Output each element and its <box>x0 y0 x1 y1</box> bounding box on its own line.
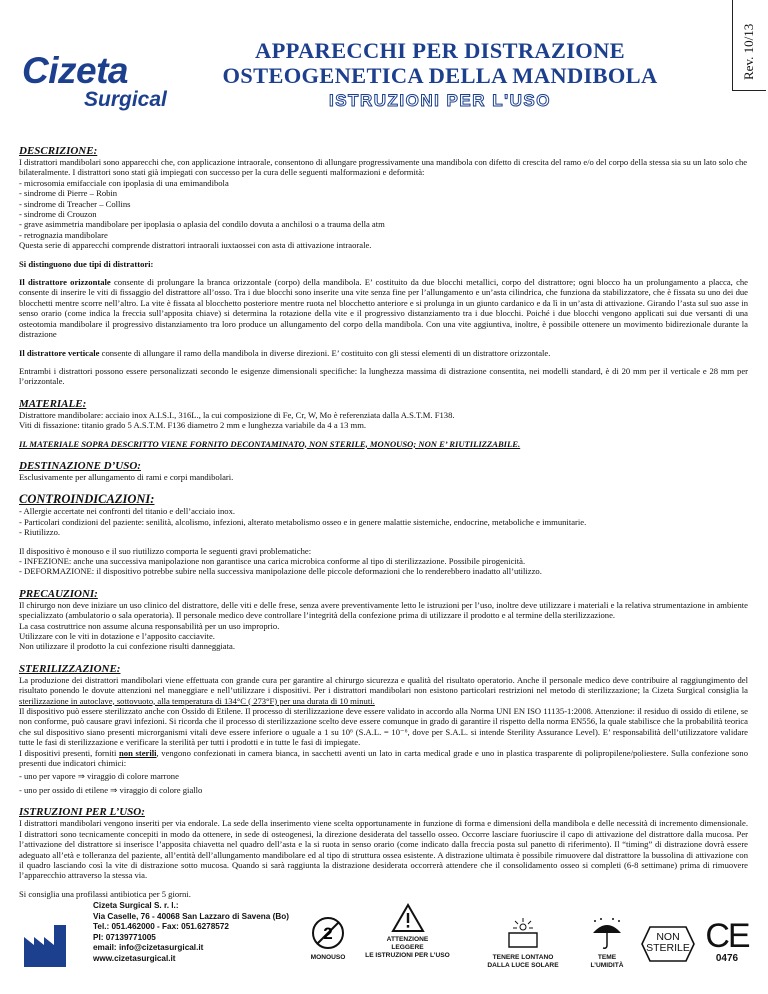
sterilizzazione-p3-bold: non sterili <box>119 747 157 758</box>
precauzioni-text: Il chirurgo non deve iniziare un uso clinico del distrattore, delle viti e delle frese, senza avere preventivamente letto le istruzioni per l’uso, inoltre deve utilizzare i materiali e la relativa strumentazione in ambiente specializzato (ambulatorio o sala operatoria). Il personale medico deve controllare l’integrità della confezione prima di utilizzare il prodotto e al termine della sterilizzazione. <box>19 599 748 621</box>
orizzontale-label: Il distrattore orizzontale <box>19 277 111 288</box>
indicator-ossido: - uno per ossido di etilene ⇒ viraggio di colore giallo <box>19 784 203 795</box>
sterilizzazione-p3-post: , vengono confezionati in camera bianca, in sacchetti aventi un lato in carta medical grade e uno in plastica trasparente di polipropilene/poliestere. Sulla confezione sono presenti due indicatori chimici: <box>19 747 748 769</box>
logo-sub-text: Surgical <box>84 88 167 111</box>
list-item: - Particolari condizioni del paziente: senilità, alcolismo, infezioni, alterato metabolismo osseo e in genere malattie sistemiche, endocrine, metaboliche e immunitarie. <box>19 516 587 527</box>
dimensions-paragraph: Entrambi i distrattori possono essere personalizzati secondo le esigenze dimensionali specifiche: la lunghezza massima di distrazione consentita, nei modelli standard, è di 20 mm per il verticale e 28 mm per l’orizzontale. <box>19 365 748 387</box>
title-line-2: OSTEOGENETICA DELLA MANDIBOLA <box>222 63 658 88</box>
company-info <box>93 901 289 964</box>
heading-sterilizzazione: STERILIZZAZIONE: <box>19 662 121 675</box>
list-item: - DEFORMAZIONE: il dispositivo potrebbe subire nella successiva manipolazione delle piccole deformazioni che lo renderebbero inadatto all’utilizzo. <box>19 566 542 577</box>
list-item: - sindrome di Crouzon <box>19 209 97 220</box>
caution-label: LE ISTRUZIONI PER L’USO <box>365 952 450 959</box>
heading-precauzioni: PRECAUZIONI: <box>19 587 98 600</box>
company-line: Cizeta Surgical S. r. l.: <box>93 901 179 910</box>
istruzioni-text: I distrattori mandibolari vengono inseriti per via endorale. La sede della inserimento viene scelta opportunamente in funzione di forma e dimensioni della mandibola e delle necessità di incremento dimensionale. I distrattori sono tecnicamente concepiti in modo da ottenere, in sede di osteogenesi, la direzione desiderata del tassello osseo. Occorre lasciare fuoriuscire il capo di attivazione del distrattore dalla mucosa. Per l’attivazione del distrattore si inserisce l’apposita chiavetta nel quadro dell’asta e la si ruota in senso orario (come indicato dalla freccia posta sul panetto di riferimento). Il “timing” di distrazione dovrà essere adeguato all’età e tolleranza del paziente, all’entità dell’allungamento mandibolare ed al tipo di struttura ossea esistente. A distrazione ultimata è possibile rimuovere dal distrattore la bussolina di attivazione con il quadro lasciando così la vite di distrazione sotto mucosa. Quando si sarà raggiunta la distrazione desiderata occorrerà attendere che il consolidamento osseo si completi (6-8 settimane) prima di rimuovere l’apparecchio attraverso la stessa via. <box>19 818 748 881</box>
company-line: PI: 07139771005 <box>93 932 156 942</box>
list-item: - sindrome di Treacher – Collins <box>19 198 131 209</box>
sunlight-label: DALLA LUCE SOLARE <box>487 962 559 969</box>
caution-label: LEGGERE <box>391 944 424 951</box>
keep-dry-symbol <box>576 917 638 970</box>
sun-icon <box>503 917 543 951</box>
revision-box <box>732 0 766 91</box>
single-use-label: MONOUSO <box>310 954 346 961</box>
logo-main-text: Cizeta <box>22 50 128 91</box>
sterilizzazione-p3 <box>19 748 748 769</box>
do-not-reuse-icon <box>310 915 346 951</box>
precauzioni-line: Non utilizzare il prodotto la cui confezione risulti danneggiata. <box>19 641 235 652</box>
materiale-line-1: Distrattore mandibolare: acciaio inox A.I.S.I., 316L., la cui composizione di Fe, Cr, W, Mo è referenziata dalla A.S.T.M. F138. <box>19 409 455 420</box>
humidity-label: L’UMIDITÀ <box>590 962 624 969</box>
list-item: - retrognazia mandibolare <box>19 229 108 240</box>
heading-destinazione: DESTINAZIONE D’USO: <box>19 459 141 472</box>
document-subtitle: ISTRUZIONI PER L'USO <box>329 91 551 110</box>
non-sterile-line: NON <box>656 931 680 943</box>
precauzioni-line: La casa costruttrice non assume alcuna responsabilità per un uso improprio. <box>19 620 280 631</box>
company-line: email: info@cizetasurgical.it <box>93 943 204 952</box>
umbrella-icon <box>589 917 625 951</box>
sterilizzazione-p2: Il dispositivo può essere sterilizzato anche con Ossido di Etilene. Il processo di sterilizzazione deve essere validato in accordo alla Norma UNI EN ISO 11135-1:2008. Attenzione: il residuo di ossido di etilene, se non conforme, può causare gravi infezioni. Si ricorda che il processo di sterilizzazione scelto deve essere comunque in grado di garantire il rispetto della norma EN556, la quale stabilisce che la probabilità teorica che sul dispositivo siano presenti microrganismi vitali deve essere inferiore o uguale a 1 su 10⁶ (S.A.L. = 10⁻⁶, dove per S.A.L. si intende Sterility Assurance Level). E’ responsabilità dell’utilizzatore validare tutte le fasi di sterilizzazione e verificare la sterilità per tutti i prodotti e in tutte le fasi di impiegate. <box>19 706 748 748</box>
sterilizzazione-p3-pre: I dispositivi presenti, forniti <box>19 747 120 758</box>
list-item: - Riutilizzo. <box>19 527 61 538</box>
non-sterile-line: STERILE <box>646 942 690 954</box>
materiale-line-2: Viti di fissazione: titanio grado 5 A.S.T.M. F136 diametro 2 mm e lunghezza variabile da 4 a 13 mm. <box>19 420 367 431</box>
descrizione-intro: I distrattori mandibolari sono apparecchi che, con applicazione intraorale, consentono di allungare progressivamente una mandibola con difetto di crescita del ramo e/o del corpo della stessa sia su un lato solo che bilateralmente. I distrattori sono stati già impiegati con successo per la cura delle seguenti malformazioni e deformità: <box>19 157 748 178</box>
title-line-1: APPARECCHI PER DISTRAZIONE <box>255 38 625 63</box>
indicator-vapore: - uno per vapore ⇒ viraggio di colore marrone <box>19 771 179 782</box>
document-title <box>180 38 700 88</box>
sterilizzazione-p1-text: La produzione dei distrattori mandibolari viene effettuata con grande cura per garantire al chirurgo sicurezza e qualità del risultato operatorio. Anche il personale medico deve contribuire al raggiungimento del risultato ponendo le dovute attenzioni nel maneggiare e nell’utilizzare i dispositivi. Per i distrattori mandibolari non esistono particolari restrizioni nel metodo di sterilizzazione; la Cizeta Surgical consiglia la <box>19 674 748 696</box>
company-line: Tel.: 051.462000 - Fax: 051.6278572 <box>93 922 229 931</box>
manufacturer-icon <box>22 923 78 969</box>
company-line: www.cizetasurgical.it <box>93 953 176 963</box>
orizzontale-paragraph <box>19 277 748 339</box>
verticale-paragraph <box>19 348 748 358</box>
heading-controindicazioni: CONTROINDICAZIONI: <box>19 492 155 507</box>
humidity-label: TEME <box>597 954 617 961</box>
ce-mark <box>703 919 751 964</box>
ce-logo: CE <box>705 917 749 955</box>
list-item: - sindrome di Pierre – Robin <box>19 188 118 199</box>
verticale-text: consente di allungare il ramo della mandibola in diverse direzioni. E’ costituito con gli stessi elementi di un distrattore orizzontale. <box>99 347 551 358</box>
types-title: Si distinguono due tipi di distrattori: <box>19 258 154 269</box>
verticale-label: Il distrattore verticale <box>19 347 100 358</box>
sunlight-label: TENERE LONTANO <box>492 954 554 961</box>
list-item: - grave asimmetria mandibolare per ipoplasia o aplasia del condilo dovuta a anchilosi o a trauma della atm <box>19 219 385 230</box>
heading-descrizione: DESCRIZIONE: <box>19 145 98 157</box>
caution-label: ATTENZIONE <box>386 936 429 943</box>
heading-materiale: MATERIALE: <box>19 397 87 410</box>
sterilizzazione-p1-underline: sterilizzazione in autoclave, sottovuoto, alla temperatura di 134°C ( 273°F) per una durata di 10 minuti. <box>19 695 375 706</box>
descrizione-outro: Questa serie di apparecchi comprende distrattori intraorali iuxtaossei con asta di attivazione intraorale. <box>19 240 372 251</box>
list-item: - microsomia emifacciale con ipoplasia di una emimandibola <box>19 177 229 188</box>
list-item: - Allergie accertate nei confronti del titanio e dell’acciaio inox. <box>19 506 236 517</box>
precauzioni-line: Utilizzare con le viti in dotazione e l’apposito cacciavite. <box>19 631 215 641</box>
notified-body-number: 0476 <box>715 953 739 964</box>
document-body <box>19 145 748 899</box>
list-item: - INFEZIONE: anche una successiva manipolazione non garantisce una carica microbica conforme al tipo di sterilizzazione. Possibile pirogenicità. <box>19 555 526 566</box>
single-use-symbol <box>298 915 358 962</box>
single-use-number: 2 <box>323 924 333 943</box>
caution-symbol <box>355 903 460 960</box>
footer <box>0 895 768 994</box>
company-line: Via Caselle, 76 - 40068 San Lazzaro di Savena (Bo) <box>93 911 289 921</box>
non-sterile-symbol <box>640 925 696 963</box>
prophylaxis-text: Si consiglia una profilassi antibiotica per 5 giorni. <box>19 888 191 899</box>
keep-away-from-sunlight-symbol <box>478 917 568 970</box>
reuse-intro: Il dispositivo è monouso e il suo riutilizzo comporta le seguenti gravi problematiche: <box>19 545 312 556</box>
sterilizzazione-p1 <box>19 675 748 706</box>
materiale-warning: IL MATERIALE SOPRA DESCRITTO VIENE FORNITO DECONTAMINATO, NON STERILE, MONOUSO; NON E’ RIUTILIZZABILE. <box>19 438 521 449</box>
company-logo <box>22 52 167 110</box>
non-sterile-text <box>640 932 696 954</box>
warning-triangle-icon <box>391 903 425 933</box>
orizzontale-text: consente di prolungare la branca orizzontale (corpo) della mandibola. E’ costituito da due blocchi metallici, corpo del distrattore; ogni blocco ha un prolungamento a placca, che consente di inserire le viti di fissaggio del distrattore all’osso. Tra i due blocchi sono inserite una vite senza fine per l’allungamento e un’asta cilindrica, che funziona da stabilizzatore, che è fissata su uno dei due blocchetti mentre scorre nell’altro. La vite è fissata al blocchetto posteriore mentre ruota nel blocchetto anteriore e si prolunga in un giunto cardanico e da lì in un’asta di attivazione. Girando l’asta sul suo asse in senso orario (come indica la freccia sull’apposita chiave) si determina la rotazione della vite e il progressivo distanziamento tra i due blocchi. Poiché i due blocchi vengono applicati sui due versanti di una osteotomia mandibolare il progressivo distanziamento tra loro produce un allungamento del corpo della mandibola. Con una vite aggiuntiva, inoltre, è possibile ottenere un movimento bidirezionale durante la distrazione <box>19 277 748 340</box>
revision-label: Rev. 10/13 <box>741 23 756 80</box>
destinazione-text: Esclusivamente per allungamento di rami e corpi mandibolari. <box>19 471 234 482</box>
heading-istruzioni: ISTRUZIONI PER L’USO: <box>19 806 145 819</box>
